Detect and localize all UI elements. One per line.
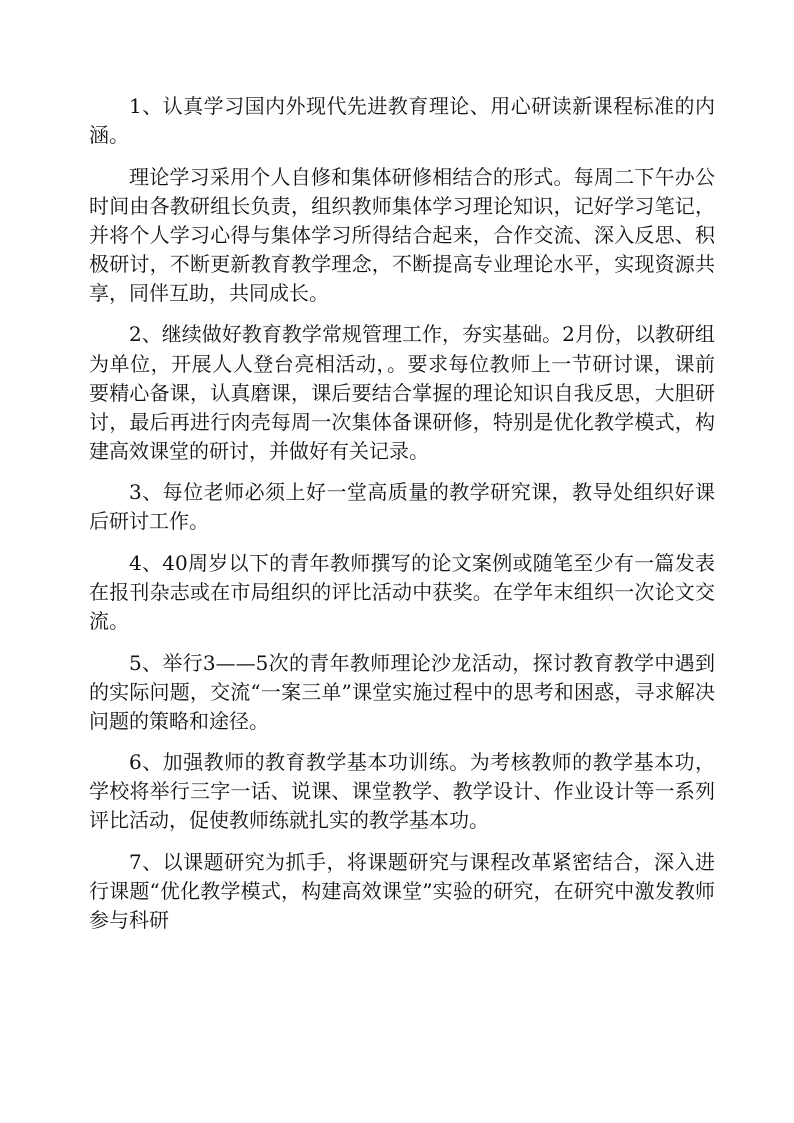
document-body — [89, 92, 715, 935]
paragraph-2: 理论学习采用个人自修和集体研修相结合的形式。每周二下午办公时间由各教研组长负责，组织教师集体学习理论知识，记好学习笔记，并将个人学习心得与集体学习所得结合起来，合作交流、深入反思、积极研讨，不断更新教育教学理念，不断提高专业理论水平，实现资源共享，同伴互助，共同成长。 — [89, 164, 715, 305]
paragraph-3: 2、继续做好教育教学常规管理工作，夯实基础。2月份，以教研组为单位，开展人人登台亮相活动，。要求每位教师上一节研讨课，课前要精心备课，认真磨课，课后要结合掌握的理论知识自我反思，大胆研讨，最后再进行肉壳每周一次集体备课研修，特别是优化教学模式，构建高效课堂的研讨，并做好有关记录。 — [89, 322, 715, 463]
paragraph-6: 5、举行3——5次的青年教师理论沙龙活动，探讨教育教学中遇到的实际问题，交流“一案三单”课堂实施过程中的思考和困惑，寻求解决问题的策略和途径。 — [89, 650, 715, 733]
paragraph-8: 7、以课题研究为抓手，将课题研究与课程改革紧密结合，深入进行课题“优化教学模式，构建高效课堂”实验的研究，在研究中激发教师参与科研 — [89, 849, 715, 933]
paragraph-5: 4、40周岁以下的青年教师撰写的论文案例或随笔至少有一篇发表在报刊杂志或在市局组织的评比活动中获奖。在学年末组织一次论文交流。 — [89, 550, 715, 634]
paragraph-4: 3、每位老师必须上好一堂高质量的教学研究课，教导处组织好课后研讨工作。 — [89, 480, 715, 534]
paragraph-7: 6、加强教师的教育教学基本功训练。为考核教师的教学基本功，学校将举行三字一话、说课、课堂教学、教学设计、作业设计等一系列评比活动，促使教师练就扎实的教学基本功。 — [89, 750, 715, 833]
paragraph-1: 1、认真学习国内外现代先进教育理论、用心研读新课程标准的内涵。 — [89, 94, 715, 148]
